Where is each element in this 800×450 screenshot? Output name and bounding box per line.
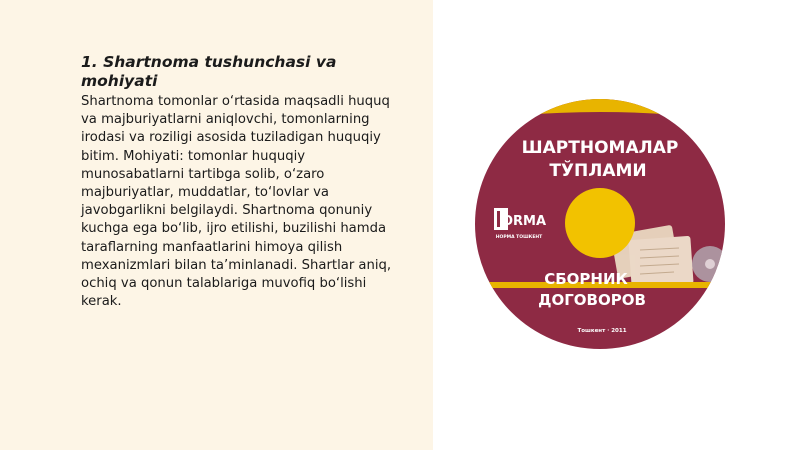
logo-text: ORMA <box>501 214 547 229</box>
cd-subtitle-line1: СБОРНИК <box>544 270 628 288</box>
cd-subtitle-line2: ДОГОВОРОВ <box>538 291 646 309</box>
cd-footer-text: Тошкент · 2011 <box>577 328 627 334</box>
logo-subtext: НОРМА ТОШКЕНТ <box>495 235 543 240</box>
slide-title: 1. Shartnoma tushunchasi va mohiyati <box>81 53 337 90</box>
cd-title-line1: ШАРТНОМАЛАР <box>521 138 679 158</box>
disc-center-hole <box>565 188 635 258</box>
slide-body-text: Shartnoma tomonlar o‘rtasida maqsadli huquq va majburiyatlarni aniqlovchi, tomonlarning irodasi va roziligi asosida tuziladigan huquqiy bitim. Mohiyati: tomonlar huquqiy munosabatlarni tartibga solib, o‘zaro majburiyatlar, muddatlar, to‘lovlar va javobgarlikni belgilaydi. Shartnoma qonuniy kuchga ega bo‘lib, ijro etilishi, buzilishi hamda taraflarning manfaatlarini himoya qilish mexanizmlari bilan ta’minlanadi. Shartlar aniq, ochiq va qonun talablariga muvofiq bo‘lishi kerak. <box>81 94 392 310</box>
cd-title-line2: ТЎПЛАМИ <box>549 161 647 181</box>
cd-disc-image <box>474 98 726 350</box>
